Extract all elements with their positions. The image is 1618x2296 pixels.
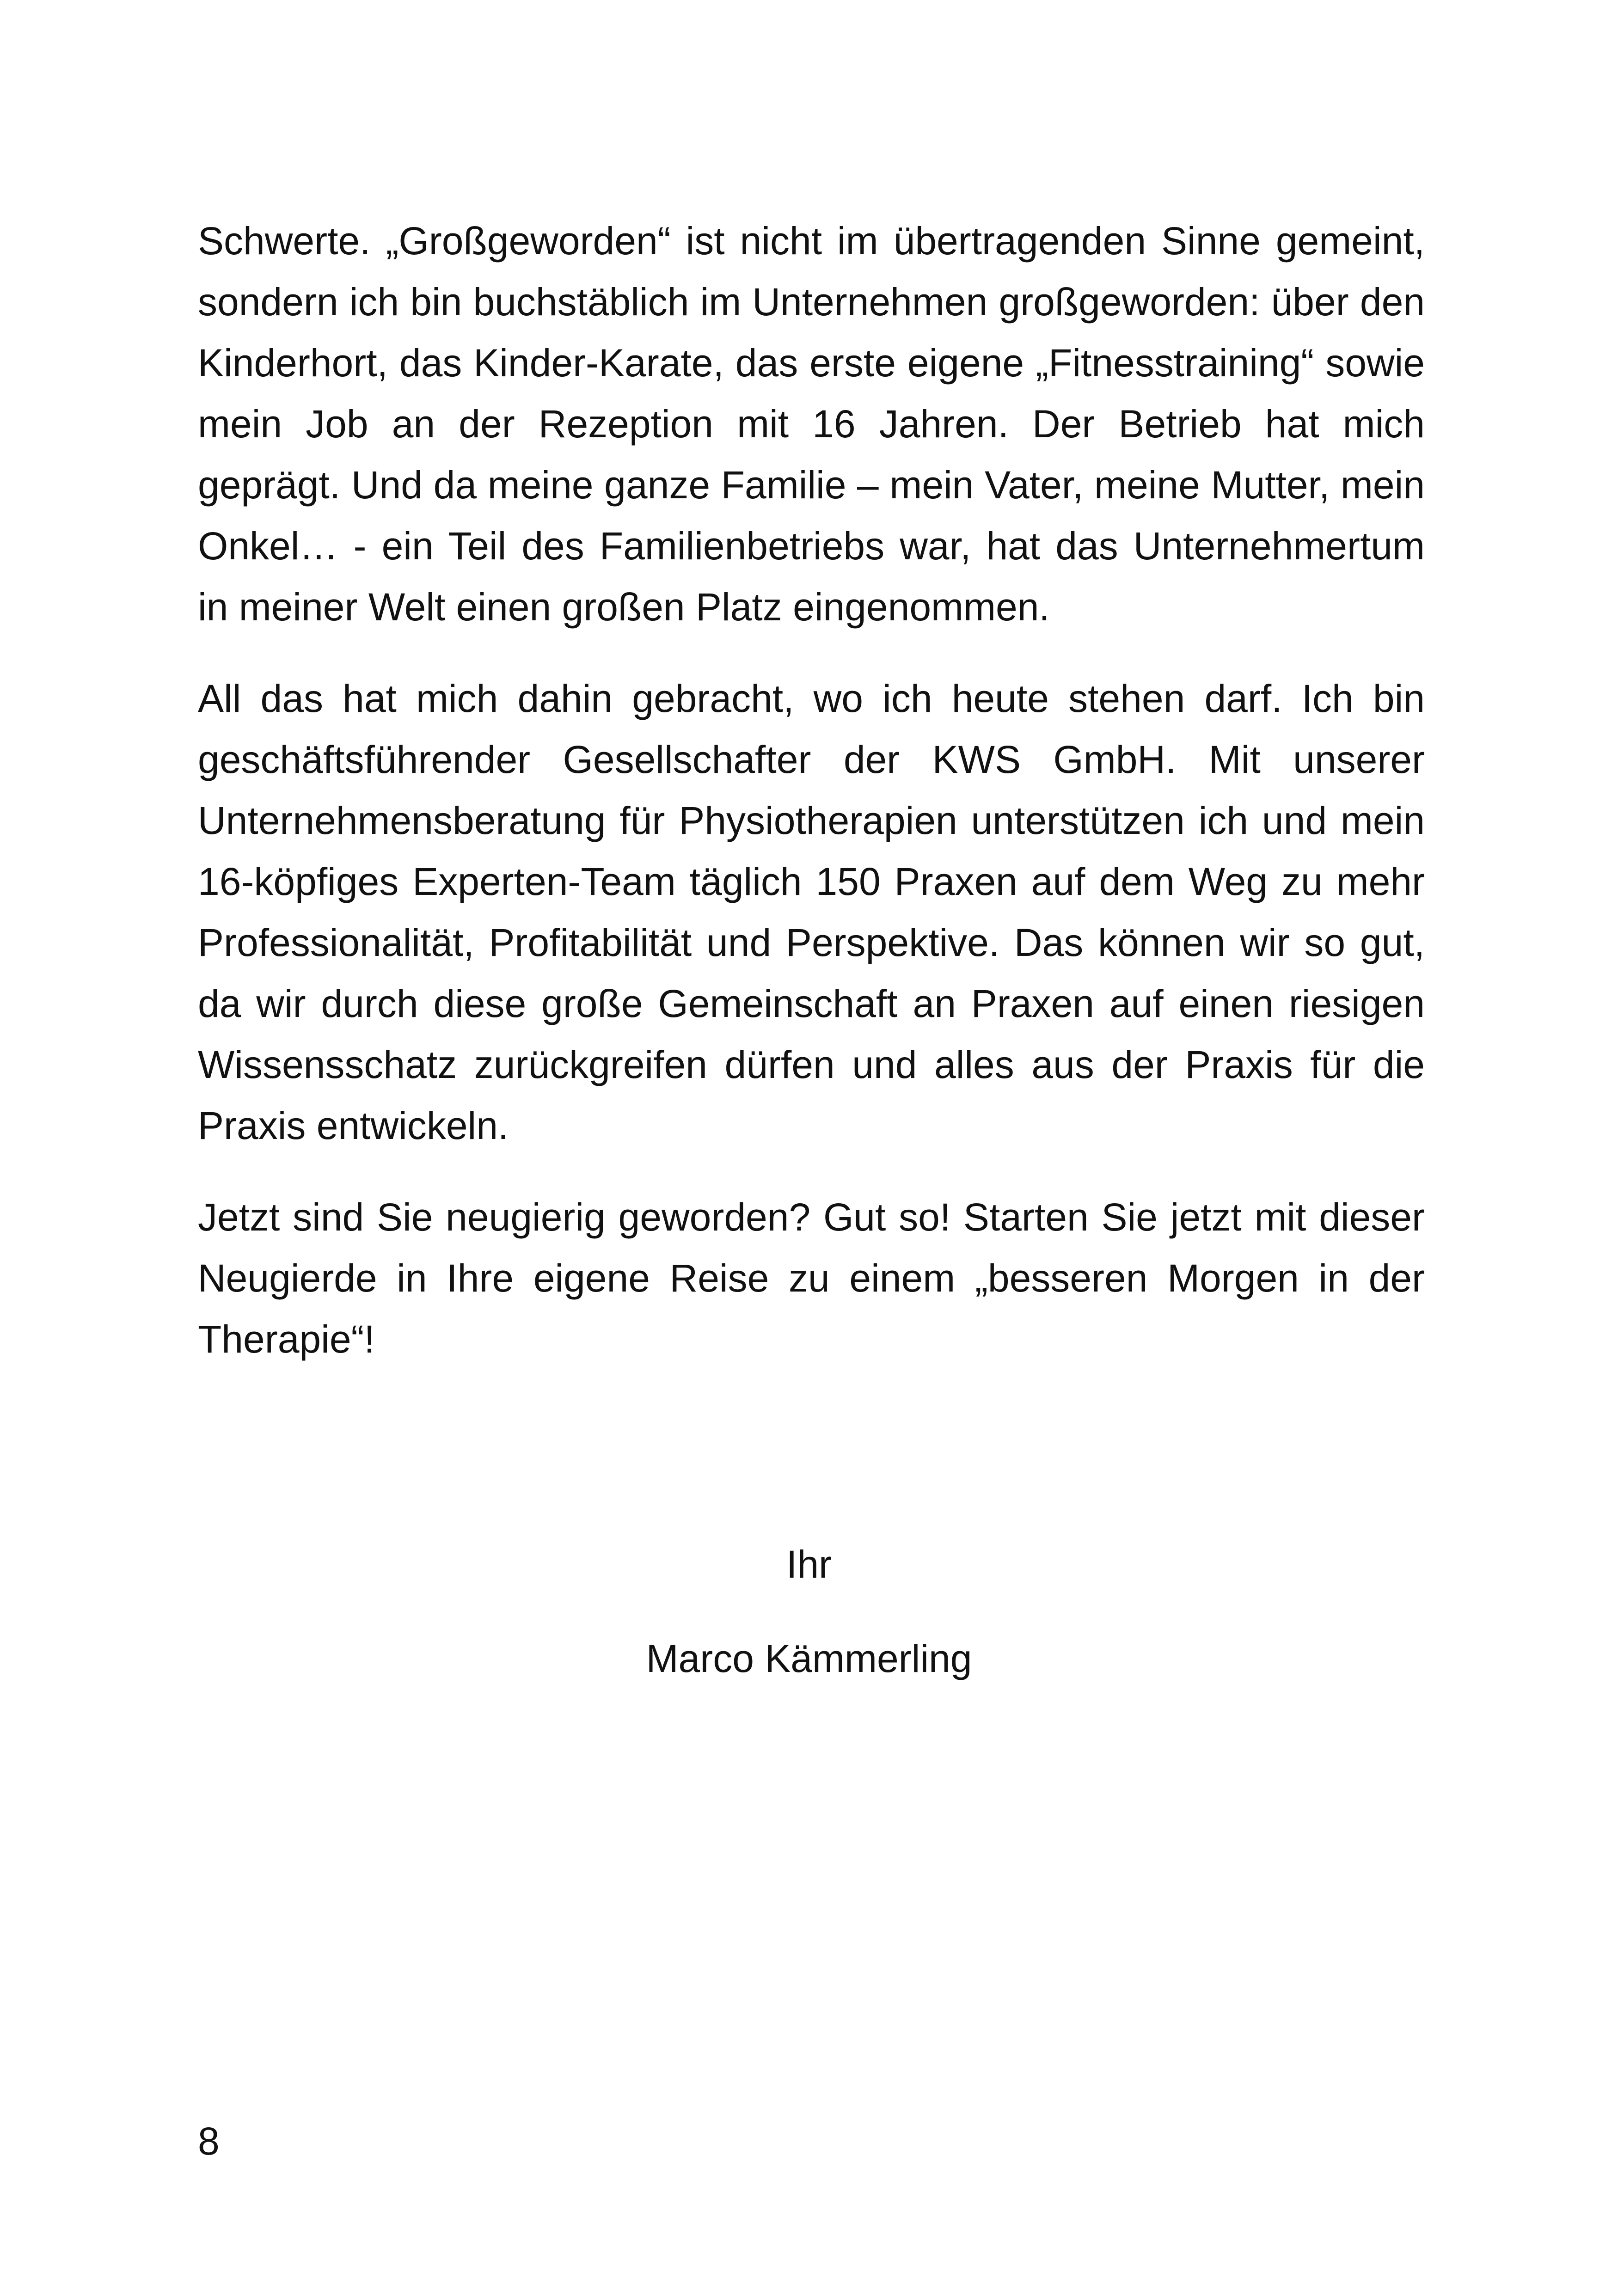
- signature-name: Marco Kämmerling: [646, 1637, 972, 1680]
- page-number: 8: [198, 2119, 220, 2163]
- signature-greeting: Ihr: [786, 1543, 832, 1586]
- body-text: [198, 210, 1425, 1400]
- paragraph-2: All das hat mich dahin gebracht, wo ich heute stehen darf. Ich bin geschäftsführender Gesellschafter der KWS GmbH. Mit unserer Unternehmensberatung für Physiotherapien unterstützen ich und mein 16-köpfiges Experten-Team täglich 150 Praxen auf dem Weg zu mehr Professionalität, Profitabilität und Perspektive. Das können wir so gut, da wir durch diese große Gemeinschaft an Praxen auf einen riesigen Wissensschatz zurückgreifen dürfen und alles aus der Praxis für die Praxis entwickeln.: [198, 677, 1425, 1147]
- paragraph-1: Schwerte. „Großgeworden“ ist nicht im übertragenden Sinne gemeint, sondern ich bin buchstäblich im Unternehmen großgeworden: über den Kinderhort, das Kinder-Karate, das erste eigene „Fitnesstraining“ sowie mein Job an der Rezeption mit 16 Jahren. Der Betrieb hat mich geprägt. Und da meine ganze Familie – mein Vater, meine Mutter, mein Onkel… - ein Teil des Familienbetriebs war, hat das Unternehmertum in meiner Welt einen großen Platz eingenommen.: [198, 219, 1425, 629]
- paragraph-3: Jetzt sind Sie neugierig geworden? Gut so! Starten Sie jetzt mit dieser Neugierde in Ihre eigene Reise zu einem „besseren Morgen in der Therapie“!: [198, 1195, 1425, 1361]
